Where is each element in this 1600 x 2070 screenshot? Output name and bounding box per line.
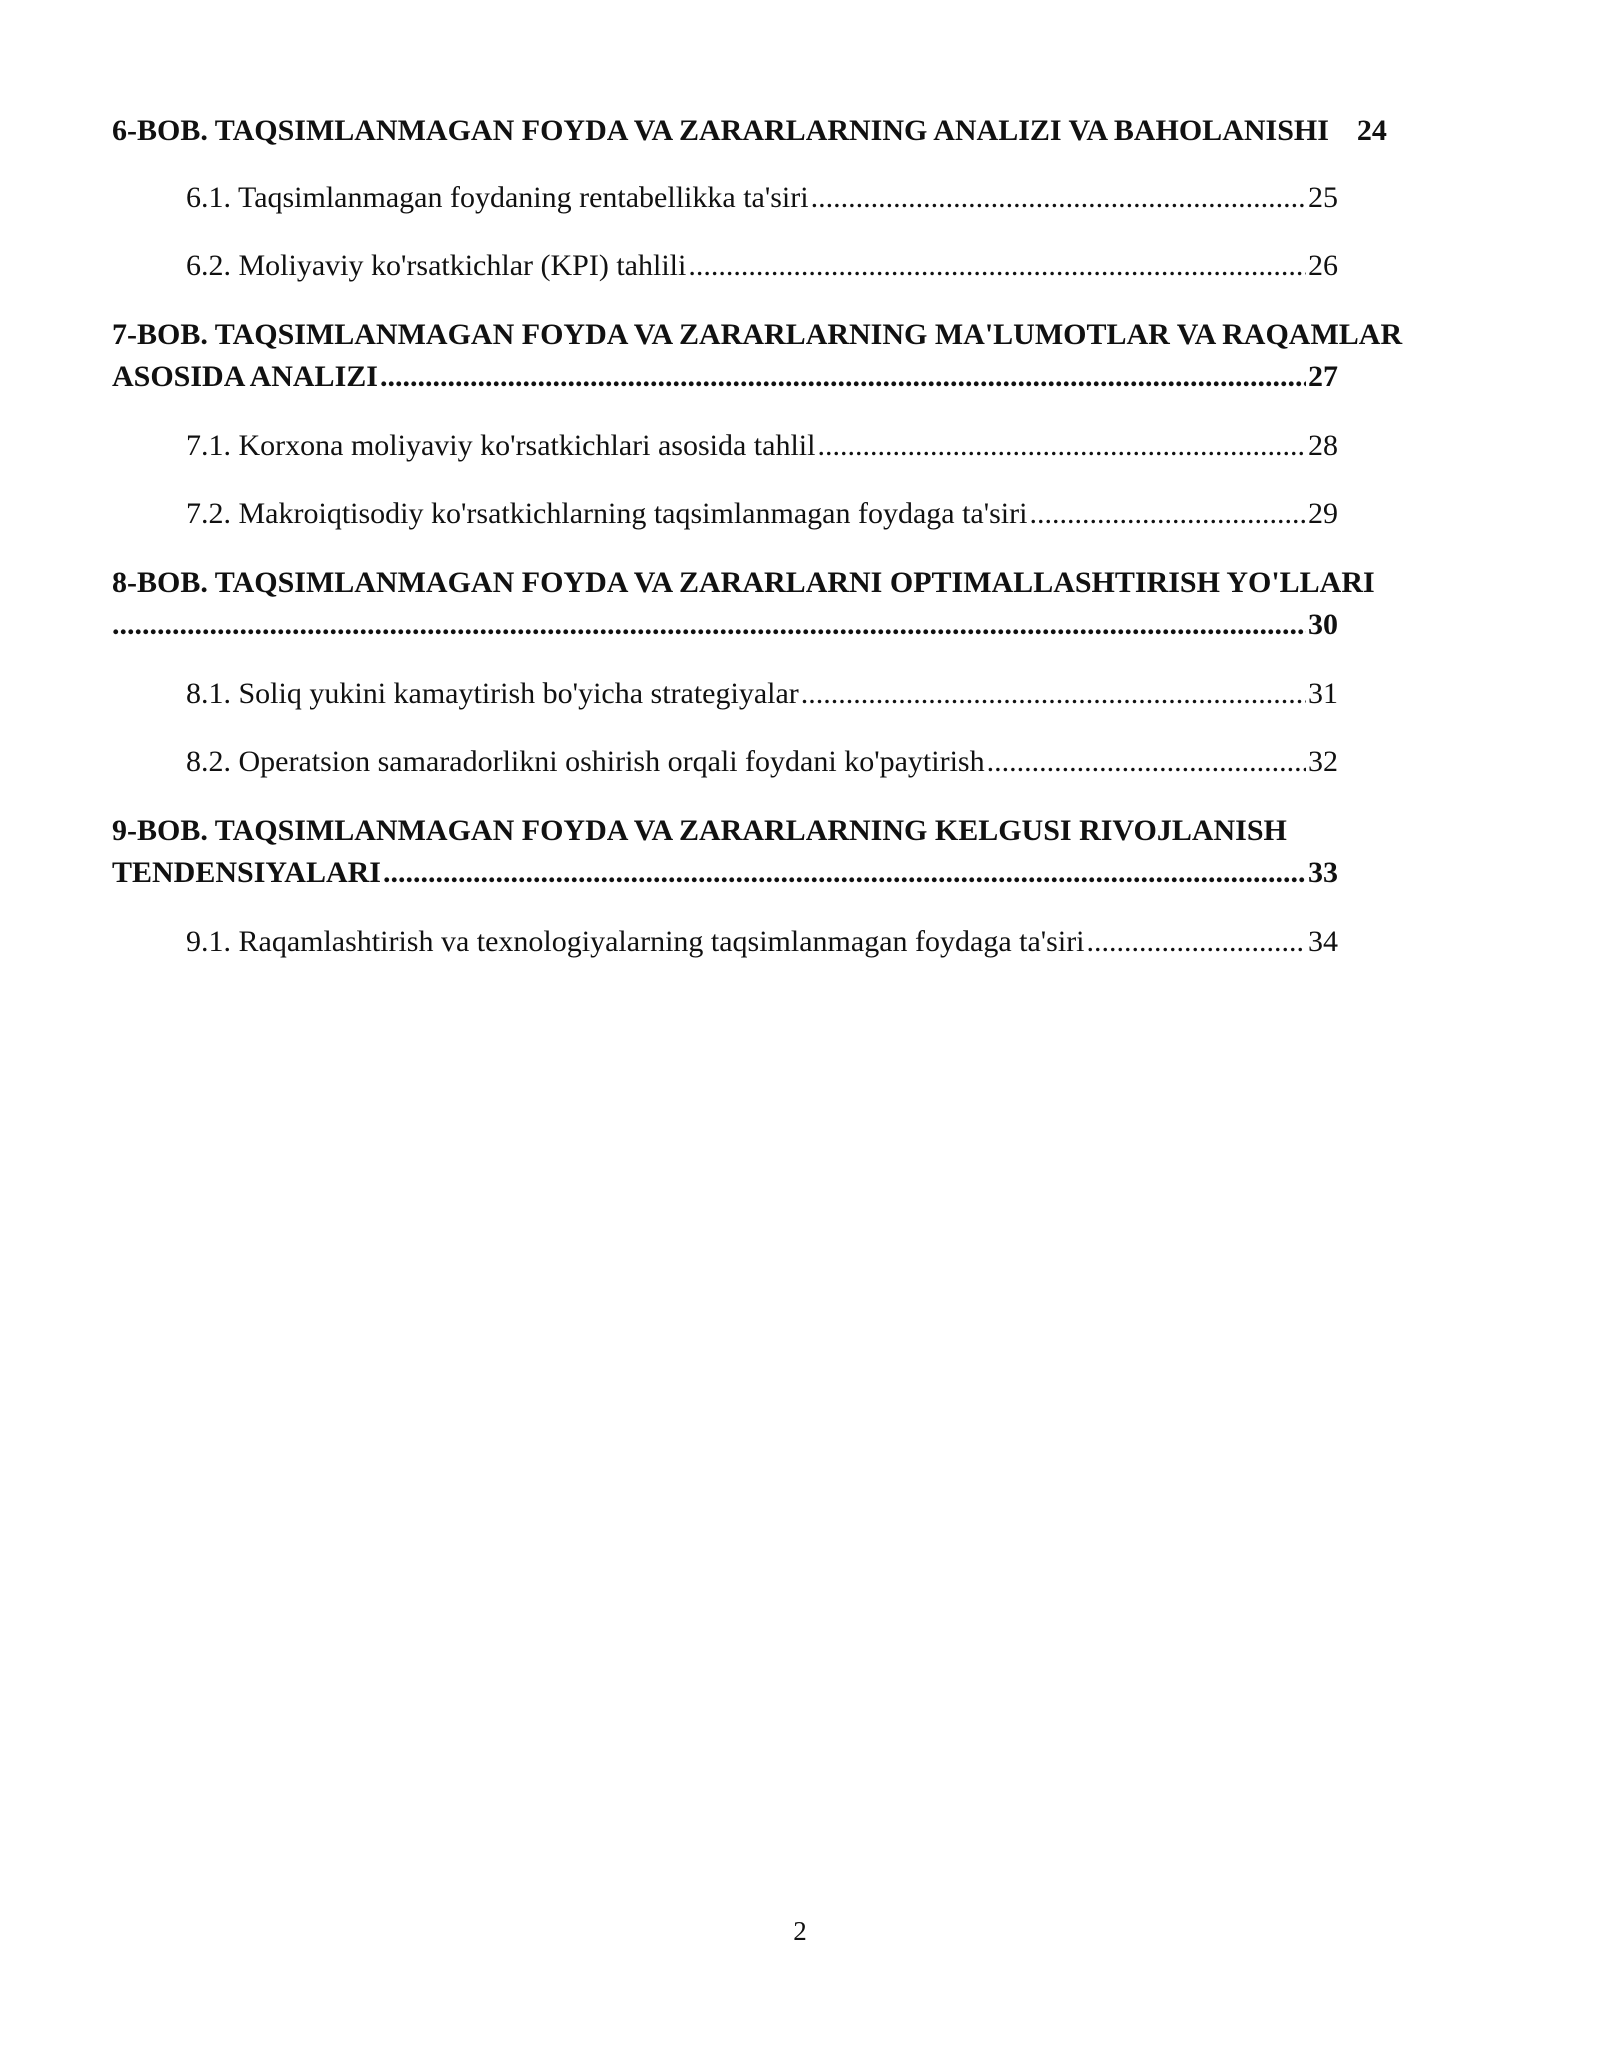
toc-chapter-9[interactable] — [112, 810, 1482, 894]
toc-section-8-2-page: 32 — [1308, 745, 1338, 778]
toc-section-9-1[interactable] — [186, 922, 1338, 962]
toc-chapter-8[interactable] — [112, 562, 1482, 646]
toc-leader-dots — [801, 674, 1306, 714]
toc-section-7-2-page: 29 — [1308, 497, 1338, 530]
toc-section-6-2-page: 26 — [1308, 249, 1338, 282]
toc-section-6-1-page: 25 — [1308, 181, 1338, 214]
toc-leader-dots — [987, 742, 1306, 782]
toc-leader-dots — [1029, 494, 1306, 534]
toc-section-8-2[interactable] — [186, 742, 1338, 782]
toc-leader-dots — [112, 604, 1306, 646]
toc-section-7-1-page: 28 — [1308, 429, 1338, 462]
toc-chapter-7[interactable] — [112, 314, 1482, 398]
toc-chapter-8-title-line1: 8-BOB. TAQSIMLANMAGAN FOYDA VA ZARARLARNI OPTIMALLASHTIRISH YO'LLARI — [112, 566, 1375, 599]
toc-section-7-1[interactable] — [186, 426, 1338, 466]
toc-chapter-8-title-line2-row — [112, 604, 1338, 646]
toc-section-6-1[interactable] — [186, 178, 1338, 218]
toc-section-6-2-title: 6.2. Moliyaviy ko'rsatkichlar (KPI) tahlili — [186, 249, 687, 282]
toc-chapter-7-title-line2: ASOSIDA ANALIZI — [112, 360, 378, 393]
table-of-contents — [112, 110, 1482, 990]
toc-section-9-1-title: 9.1. Raqamlashtirish va texnologiyalarning taqsimlanmagan foydaga ta'siri — [186, 925, 1085, 958]
toc-chapter-9-page: 33 — [1308, 856, 1338, 889]
toc-section-7-2-title: 7.2. Makroiqtisodiy ko'rsatkichlarning taqsimlanmagan foydaga ta'siri — [186, 497, 1028, 530]
toc-leader-dots — [1087, 922, 1306, 962]
toc-chapter-8-page: 30 — [1308, 608, 1338, 641]
toc-section-8-1-page: 31 — [1308, 677, 1338, 710]
toc-leader-dots — [383, 852, 1306, 894]
toc-section-9-1-page: 34 — [1308, 925, 1338, 958]
toc-leader-dots — [817, 426, 1306, 466]
toc-leader-dots — [688, 246, 1306, 286]
toc-chapter-6-page: 24 — [1356, 114, 1387, 147]
toc-chapter-9-title-line2-row — [112, 852, 1338, 894]
toc-chapter-9-title-line1: 9-BOB. TAQSIMLANMAGAN FOYDA VA ZARARLARNING KELGUSI RIVOJLANISH — [112, 814, 1287, 847]
toc-leader-dots — [811, 178, 1306, 218]
toc-section-7-2[interactable] — [186, 494, 1338, 534]
toc-section-6-1-title: 6.1. Taqsimlanmagan foydaning rentabellikka ta'siri — [186, 181, 809, 214]
page-number: 2 — [793, 1916, 807, 1946]
toc-chapter-6-title: 6-BOB. TAQSIMLANMAGAN FOYDA VA ZARARLARNING ANALIZI VA BAHOLANISHI — [112, 114, 1329, 147]
toc-section-8-2-title: 8.2. Operatsion samaradorlikni oshirish orqali foydani ko'paytirish — [186, 745, 985, 778]
toc-section-8-1[interactable] — [186, 674, 1338, 714]
toc-chapter-6[interactable] — [112, 110, 1482, 152]
toc-chapter-9-title-line2: TENDENSIYALARI — [112, 856, 381, 889]
toc-leader-dots — [380, 356, 1306, 398]
toc-chapter-7-title-line1: 7-BOB. TAQSIMLANMAGAN FOYDA VA ZARARLARNING MA'LUMOTLAR VA RAQAMLAR — [112, 318, 1403, 351]
toc-section-8-1-title: 8.1. Soliq yukini kamaytirish bo'yicha strategiyalar — [186, 677, 799, 710]
toc-section-7-1-title: 7.1. Korxona moliyaviy ko'rsatkichlari asosida tahlil — [186, 429, 816, 462]
toc-chapter-7-page: 27 — [1308, 360, 1338, 393]
toc-section-6-2[interactable] — [186, 246, 1338, 286]
toc-chapter-7-title-line2-row — [112, 356, 1338, 398]
